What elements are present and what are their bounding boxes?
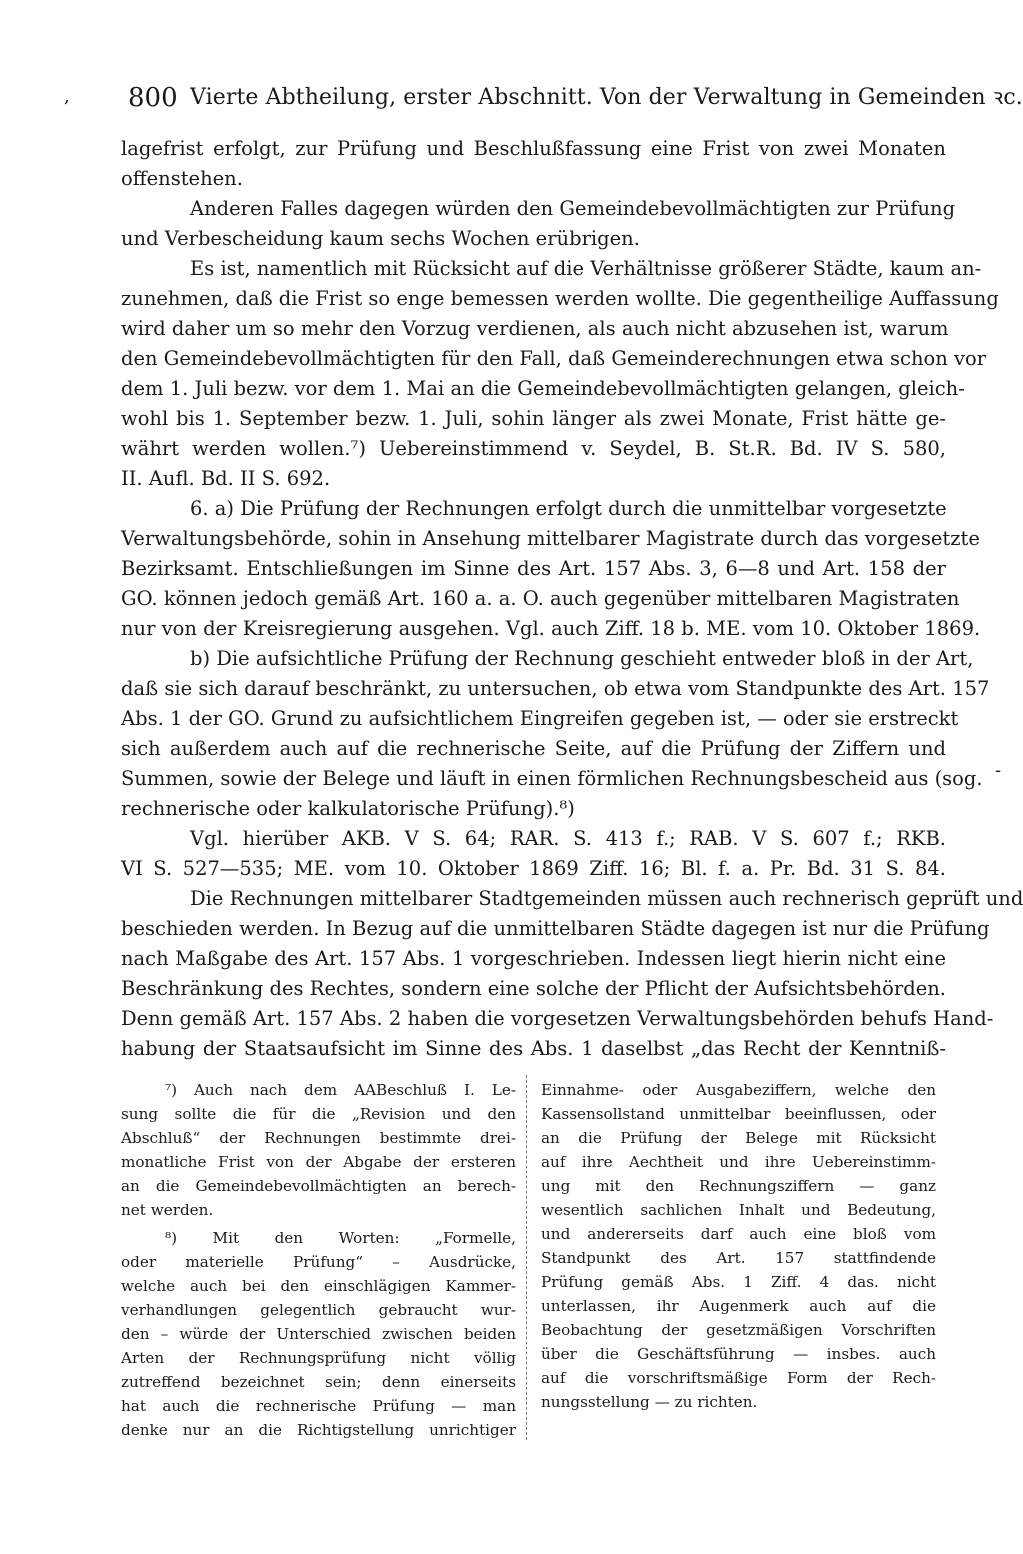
footnote-line: Abschluß“ der Rechnungen bestimmte drei- [121,1129,516,1147]
section-6a-start: 6. a) Die Prüfung der Rechnungen erfolgt durch die unmittelbar vorgesetzte [190,497,947,520]
footnote-line: verhandlungen gelegentlich gebraucht wur- [121,1301,516,1319]
text-line: Abs. 1 der GO. Grund zu aufsichtlichem Eingreifen gegeben ist, — oder sie erstreckt [121,707,959,730]
text-line: beschieden werden. In Bezug auf die unmittelbaren Städte dagegen ist nur die Prüfung [121,917,990,940]
footnote-line: net werden. [121,1201,214,1219]
text-line: währt werden wollen.⁷) Uebereinstimmend v. Seydel, B. St.R. Bd. IV S. 580, [121,437,946,460]
footnotes-left-column [121,1078,516,1448]
text-line: sich außerdem auch auf die rechnerische Seite, auf die Prüfung der Ziffern und [121,737,946,760]
footnote-line: und andererseits darf auch eine bloß vom [541,1225,936,1243]
footnote-line: welche auch bei den einschlägigen Kammer- [121,1277,516,1295]
text-line: nach Maßgabe des Art. 157 Abs. 1 vorgeschrieben. Indessen liegt hierin nicht eine [121,947,946,970]
stray-mark-right: - [995,760,1002,781]
text-line: dem 1. Juli bezw. vor dem 1. Mai an die Gemeindebevollmächtigten gelangen, gleich- [121,377,965,400]
footnote-line: zutreffend bezeichnet sein; denn einerseits [121,1373,516,1391]
text-line: wird daher um so mehr den Vorzug verdienen, als auch nicht abzusehen ist, warum [121,317,949,340]
footnote-line: Kassensollstand unmittelbar beeinflussen, oder [541,1105,936,1123]
text-line: Bezirksamt. Entschließungen im Sinne des Art. 157 Abs. 3, 6—8 und Art. 158 der [121,557,946,580]
text-line: Anderen Falles dagegen würden den Gemeindebevollmächtigten zur Prüfung [190,197,956,220]
footnote-line: nungsstellung — zu richten. [541,1393,758,1411]
footnote-line: wesentlich sachlichen Inhalt und Bedeutung, [541,1201,936,1219]
footnote-line: den – würde der Unterschied zwischen beiden [121,1325,516,1343]
running-head: Vierte Abtheilung, erster Abschnitt. Von der Verwaltung in Gemeinden ꝛc. [190,85,1023,110]
footnote-line: Arten der Rechnungsprüfung nicht völlig [121,1349,516,1367]
footnote-8-start: ⁸) Mit den Worten: „Formelle, [165,1229,516,1247]
footnote-line: auf ihre Aechtheit und ihre Uebereinstimm- [541,1153,936,1171]
footnote-line: an die Gemeindebevollmächtigten an berech- [121,1177,516,1195]
text-line: daß sie sich darauf beschränkt, zu untersuchen, ob etwa vom Standpunkte des Art. 157 [121,677,990,700]
footnote-line: ung mit den Rechnungsziffern — ganz [541,1177,936,1195]
footnote-line: Beobachtung der gesetzmäßigen Vorschriften [541,1321,936,1339]
footnote-line: unterlassen, ihr Augenmerk auch auf die [541,1297,936,1315]
text-line: Denn gemäß Art. 157 Abs. 2 haben die vorgesetzen Verwaltungsbehörden behufs Hand- [121,1007,994,1030]
text-line: Es ist, namentlich mit Rücksicht auf die Verhältnisse größerer Städte, kaum an- [190,257,982,280]
text-line: den Gemeindebevollmächtigten für den Fall, daß Gemeinderechnungen etwa schon vor [121,347,987,370]
footnote-line: über die Geschäftsführung — insbes. auch [541,1345,936,1363]
footnote-line: Standpunkt des Art. 157 stattfindende [541,1249,936,1267]
stray-mark-left: , [64,86,70,107]
footnote-line: denke nur an die Richtigstellung unrichtiger [121,1421,516,1439]
page-number: 800 [128,83,178,113]
page-header [128,80,1023,116]
text-line: lagefrist erfolgt, zur Prüfung und Beschlußfassung eine Frist von zwei Monaten [121,137,946,160]
text-line: rechnerische oder kalkulatorische Prüfung).⁸) [121,797,575,820]
text-line: offenstehen. [121,167,243,190]
footnote-line: Einnahme- oder Ausgabeziffern, welche den [541,1081,936,1099]
text-line: II. Aufl. Bd. II S. 692. [121,467,331,490]
text-line: Beschränkung des Rechtes, sondern eine solche der Pflicht der Aufsichtsbehörden. [121,977,946,1000]
footnote-line: Prüfung gemäß Abs. 1 Ziff. 4 das. nicht [541,1273,936,1291]
text-line: nur von der Kreisregierung ausgehen. Vgl. auch Ziff. 18 b. ME. vom 10. Oktober 1869. [121,617,981,640]
reference-line: VI S. 527—535; ME. vom 10. Oktober 1869 Ziff. 16; Bl. f. a. Pr. Bd. 31 S. 84. [121,857,946,880]
reference-line: Vgl. hierüber AKB. V S. 64; RAR. S. 413 f.; RAB. V S. 607 f.; RKB. [190,827,946,850]
footnote-line: oder materielle Prüfung“ – Ausdrücke, [121,1253,516,1271]
text-line: wohl bis 1. September bezw. 1. Juli, sohin länger als zwei Monate, Frist hätte ge- [121,407,946,430]
text-line: und Verbescheidung kaum sechs Wochen erübrigen. [121,227,640,250]
text-line: Die Rechnungen mittelbarer Stadtgemeinden müssen auch rechnerisch geprüft und [190,887,1023,910]
text-line: zunehmen, daß die Frist so enge bemessen werden wollte. Die gegentheilige Auffassung [121,287,999,310]
footnote-line: an die Prüfung der Belege mit Rücksicht [541,1129,936,1147]
text-line: GO. können jedoch gemäß Art. 160 a. a. O. auch gegenüber mittelbaren Magistraten [121,587,960,610]
section-6b-start: b) Die aufsichtliche Prüfung der Rechnung geschieht entweder bloß in der Art, [190,647,974,670]
footnote-line: hat auch die rechnerische Prüfung — man [121,1397,516,1415]
text-line: habung der Staatsaufsicht im Sinne des Abs. 1 daselbst „das Recht der Kenntniß- [121,1037,946,1060]
text-line: Summen, sowie der Belege und läuft in einen förmlichen Rechnungsbescheid aus (sog. [121,767,983,790]
footnote-column-divider [526,1075,527,1440]
footnote-line: monatliche Frist von der Abgabe der ersteren [121,1153,516,1171]
footnote-line: sung sollte die für die „Revision und den [121,1105,516,1123]
footnote-7-start: ⁷) Auch nach dem AABeschluß I. Le- [165,1081,516,1099]
footnote-line: auf die vorschriftsmäßige Form der Rech- [541,1369,936,1387]
footnotes-right-column [541,1078,936,1418]
text-line: Verwaltungsbehörde, sohin in Ansehung mittelbarer Magistrate durch das vorgesetzte [121,527,980,550]
